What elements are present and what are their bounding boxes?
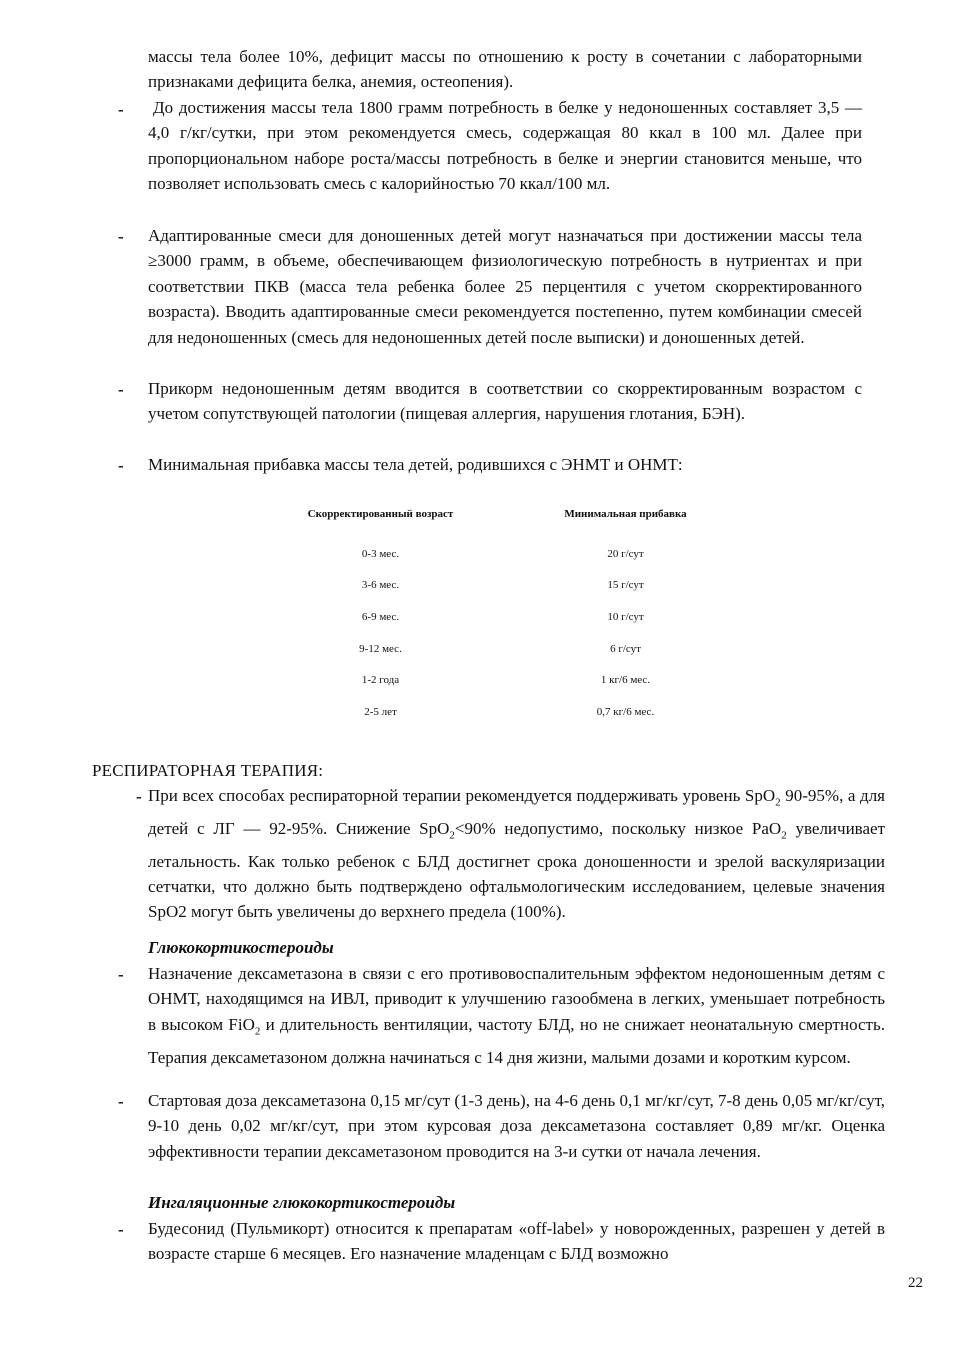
protein-paragraph: До достижения массы тела 1800 грамм потребность в белке у недоношенных составляет 3,5 — 4,0 г/кг/сутки, при этом рекомендуется смесь, содержащая 80 ккал в 100 мл. Далее при пропорциональном наборе роста/массы потребность в белке и энергии становится меньше, что позволяет использовать смесь с калорийностью 70 ккал/100 мл. <box>148 98 862 194</box>
age-cell: 3-6 мес. <box>361 579 400 592</box>
age-cell: 2-5 лет <box>364 705 397 718</box>
age-cell: 1-2 года <box>361 674 400 687</box>
column-header-age: Скорректированный возраст <box>307 508 454 520</box>
budesonide-paragraph: Будесонид (Пульмикорт) относится к препаратам «off-label» у новорожденных, разрешен у детей в возрасте старше 6 месяцев. Его назначение младенцам с БЛД возможно <box>148 1219 885 1264</box>
section-title: РЕСПИРАТОРНАЯ ТЕРАПИЯ: <box>92 761 324 780</box>
table-row <box>258 696 748 728</box>
bullet-marker: - <box>118 227 124 246</box>
bullet-marker: - <box>118 100 124 119</box>
bullet-marker: - <box>136 787 142 806</box>
table-row <box>258 633 748 665</box>
gain-cell: 1 кг/6 мес. <box>600 674 651 687</box>
table-row <box>258 664 748 696</box>
bullet-marker: - <box>118 456 124 475</box>
bullet-marker: - <box>118 380 124 399</box>
table-row <box>258 538 748 570</box>
dexamethasone-dose-paragraph: Стартовая доза дексаметазона 0,15 мг/сут (1-3 день), на 4-6 день 0,1 мг/кг/сут, 7-8 день 0,05 мг/кг/сут, 9-10 день 0,02 мг/кг/сут, при этом курсовая доза дексаметазона составляет 0,89 мг/кг. Оценка эффективности терапии дексаметазоном проводится на 3-и сутки от начала лечения. <box>148 1091 885 1161</box>
table-row <box>258 570 748 602</box>
page-number: 22 <box>908 1275 923 1291</box>
gain-cell: 0,7 кг/6 мес. <box>596 705 655 718</box>
age-cell: 9-12 мес. <box>359 642 402 655</box>
formula-paragraph: Адаптированные смеси для доношенных детей могут назначаться при достижении массы тела ≥3000 грамм, в объеме, обеспечивающем физиологическую потребность в нутриентах и при соответствии ПКВ (масса тела ребенка более 25 перцентиля с учетом скорректированного возраста). Вводить адаптированные смеси рекомендуется постепенно, путем комбинации смесей для недоношенных (смесь для недоношенных детей после выписки) и доношенных детей. <box>148 226 862 347</box>
gain-cell: 10 г/сут <box>607 610 644 623</box>
gain-cell: 6 г/сут <box>610 642 641 655</box>
bullet-marker: - <box>118 1220 124 1239</box>
age-cell: 6-9 мес. <box>361 610 400 623</box>
age-cell: 0-3 мес. <box>361 547 400 560</box>
glucocorticoids-heading: Глюкокортикостероиды <box>148 938 334 957</box>
gain-cell: 15 г/сут <box>607 579 644 592</box>
bullet-marker: - <box>118 965 124 984</box>
table-header-row <box>258 502 748 538</box>
respiratory-paragraph: При всех способах респираторной терапии рекомендуется поддерживать уровень SpO$_2$ 90-95%, а для детей с ЛГ — 92-95%. Снижение SpO$_2$<90% недопустимо, поскольку низкое PaO$_2$ увеличивает летальность. Как только ребенок с БЛД достигнет срока доношенности и зрелой васкуляризации сетчатки, что должно быть подтверждено офтальмологическим исследованием, целевые значения SpO2 могут быть увеличены до верхнего предела (100%). <box>148 786 885 922</box>
inhaled-glucocorticoids-heading: Ингаляционные глюкокортикостероиды <box>148 1193 456 1212</box>
gain-cell: 20 г/сут <box>607 547 644 560</box>
complementary-feeding-paragraph: Прикорм недоношенным детям вводится в соответствии со скорректированным возрастом с учетом сопутствующей патологии (пищевая аллергия, нарушения глотания, БЭН). <box>148 379 862 424</box>
dexamethasone-paragraph: Назначение дексаметазона в связи с его противовоспалительным эффектом недоношенным детям с ОНМТ, находящимся на ИВЛ, приводит к улучшению газообмена в легких, уменьшает потребность в высоком FiO$_2$ и длительность вентиляции, частоту БЛД, но не снижает неонатальную смертность. Терапия дексаметазоном должна начинаться с 14 дня жизни, малыми дозами и коротким курсом. <box>148 964 885 1067</box>
intro-paragraph: массы тела более 10%, дефицит массы по отношению к росту в сочетании с лабораторными признаками дефицита белка, анемия, остеопения). <box>148 47 862 92</box>
table-row <box>258 601 748 633</box>
column-header-gain: Минимальная прибавка <box>564 508 687 520</box>
bullet-marker: - <box>118 1092 124 1111</box>
weight-gain-intro: Минимальная прибавка массы тела детей, родившихся с ЭНМТ и ОНМТ: <box>148 455 683 474</box>
weight-gain-table <box>258 502 748 728</box>
